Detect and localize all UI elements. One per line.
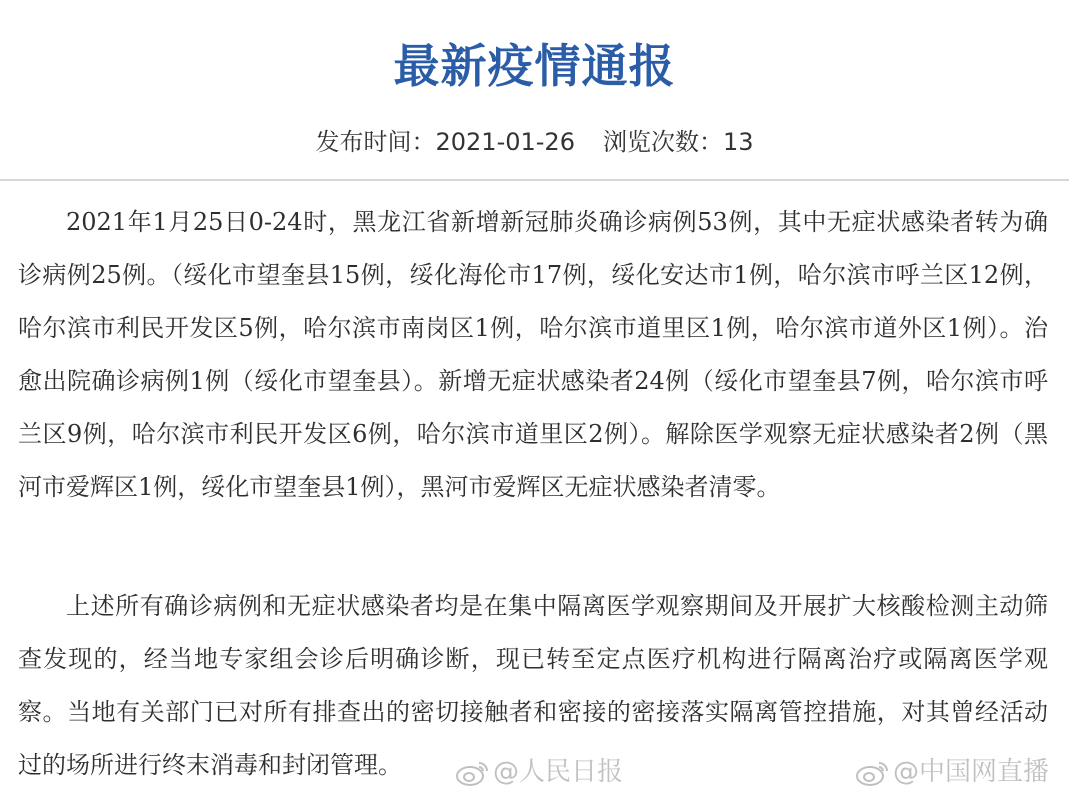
weibo-icon: [855, 759, 889, 787]
watermark-china-net-live: [855, 752, 1049, 792]
watermark-text: @人民日报: [493, 757, 624, 787]
weibo-icon: [455, 759, 489, 787]
views-count: 13: [722, 128, 754, 156]
publish-label: 发布时间：: [315, 128, 436, 156]
watermark-people-daily: [455, 752, 623, 792]
article-paragraph-1: 2021年1月25日0-24时，黑龙江省新增新冠肺炎确诊病例53例，其中无症状感染者转为确诊病例25例。（绥化市望奎县15例，绥化海伦市17例，绥化安达市1例，哈尔滨市呼兰区12例，哈尔滨市利民开发区5例，哈尔滨市南岗区1例，哈尔滨市道里区1例，哈尔滨市道外区1例）。治愈出院确诊病例1例（绥化市望奎县）。新增无症状感染者24例（绥化市望奎县7例，哈尔滨市呼兰区9例，哈尔滨市利民开发区6例，哈尔滨市道里区2例）。解除医学观察无症状感染者2例（黑河市爱辉区1例，绥化市望奎县1例），黑河市爱辉区无症状感染者清零。: [18, 208, 1048, 501]
watermark-text: @中国网直播: [893, 757, 1050, 787]
article-meta: [0, 122, 1069, 162]
article-paragraph-2: 上述所有确诊病例和无症状感染者均是在集中隔离医学观察期间及开展扩大核酸检测主动筛查发现的，经当地专家组会诊后明确诊断，现已转至定点医疗机构进行隔离治疗或隔离医学观察。当地有关部门已对所有排查出的密切接触者和密接的密接落实隔离管控措施，对其曾经活动过的场所进行终末消毒和封闭管理。: [18, 592, 1048, 779]
header-divider: [0, 179, 1069, 181]
publish-date: 2021-01-26: [435, 128, 575, 156]
article-title: 最新疫情通报: [393, 39, 676, 93]
views-label: 浏览次数：: [602, 128, 723, 156]
